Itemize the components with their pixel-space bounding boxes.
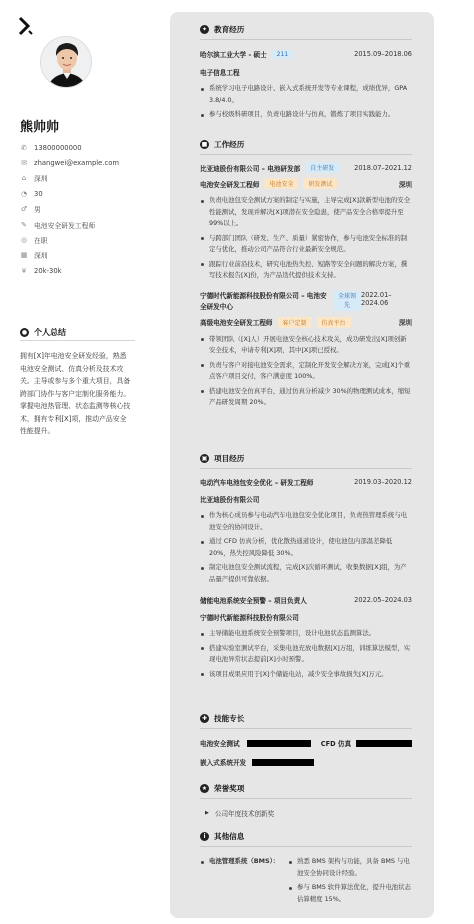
info-hometown <box>20 171 150 186</box>
list-item: 作为核心成员参与电动汽车电池包安全优化项目，负责热管理系统与电池安全的协同设计。 <box>200 510 412 533</box>
other-title: 其他信息 <box>214 831 245 841</box>
job-role: 高级电池安全研发工程师 <box>200 319 273 327</box>
award-text: 公司年度技术创新奖 <box>214 810 275 818</box>
awards-divider <box>200 798 412 799</box>
list-item: 制定电池包安全测试流程，完成[X]次循环测试，收集数据[X]组，为产品量产提供可靠依据。 <box>200 562 412 585</box>
info-status <box>20 232 150 247</box>
other-bullets <box>288 856 412 905</box>
play-arrow-icon: ▶ <box>205 810 209 816</box>
project-bullets-1 <box>200 510 412 585</box>
logo-mark-icon <box>18 16 34 36</box>
project-date: 2019.03–2020.12 <box>354 478 412 486</box>
education-title: 教育经历 <box>214 24 245 34</box>
info-email <box>20 155 150 170</box>
work-section <box>200 138 412 409</box>
location-icon: ▦ <box>20 251 28 260</box>
major-name: 电子信息工程 <box>200 69 240 77</box>
other-label-list <box>200 856 288 905</box>
info-icon: i <box>200 832 209 841</box>
project-row-2 <box>200 595 412 605</box>
list-item: 跟踪行业前沿技术，研究电池热失控、短路等安全问题的解决方案，撰写技术报告[X]份，为产品迭代提供技术支持。 <box>200 259 412 282</box>
job-icon: ✎ <box>21 220 27 229</box>
school-badge: 211 <box>272 50 293 59</box>
education-divider <box>200 39 412 40</box>
skills-heading <box>200 712 412 724</box>
project-bullets-2 <box>200 628 412 680</box>
wrench-icon: ✚ <box>201 714 208 722</box>
education-heading <box>200 23 412 35</box>
other-section <box>200 830 412 905</box>
education-row <box>200 49 412 59</box>
list-item: 带领团队（[X]人）开展电池安全核心技术攻关，成功研发出[X]项创新安全技术，申请专利[X]项，其中[X]项已授权。 <box>200 334 412 357</box>
list-item: 搭建电池安全仿真平台，通过仿真分析减少 30%的物理测试成本，缩短产品研发周期 20%。 <box>200 386 412 409</box>
education-bullets <box>200 83 412 121</box>
summary-title: 个人总结 <box>34 328 66 337</box>
school-name: 哈尔滨工业大学 - 硕士 <box>200 51 267 59</box>
other-heading <box>200 830 412 842</box>
skills-divider <box>200 728 412 729</box>
job-text: 电池安全研发工程师 <box>34 221 96 230</box>
list-item: 负责电池包安全测试方案的制定与实施，主导完成[X]款新型电池的安全性能测试，发现并解决[X]项潜在安全隐患，使产品安全合格率提升至99%以上。 <box>200 195 412 230</box>
project-org: 宁德时代新能源科技股份有限公司 <box>200 614 299 622</box>
person-icon: ● <box>21 329 28 336</box>
awards-title: 荣誉奖项 <box>214 783 245 793</box>
info-job <box>20 217 150 232</box>
job-role-row-1 <box>200 178 412 189</box>
skill-level-redacted <box>247 740 311 747</box>
info-age <box>20 186 150 201</box>
award-item <box>200 808 412 818</box>
info-gender <box>20 202 150 217</box>
gender-icon: ♂ <box>20 205 28 214</box>
list-item: 主导储能电池系统安全预警项目，设计电池状态监测算法。 <box>200 628 412 640</box>
status-icon: ◎ <box>20 236 28 245</box>
awards-section <box>200 782 412 818</box>
job-city: 深圳 <box>398 180 412 189</box>
age-text: 30 <box>34 189 43 198</box>
projects-section <box>200 452 412 680</box>
projects-divider <box>200 468 412 469</box>
list-item: 搭建实验室测试平台，采集电池充放电数据[X]万组，训练算法模型，实现电池异常状态提前[X]小时预警。 <box>200 643 412 666</box>
list-item: 参与校级科研项目，负责电路设计与仿真，锻炼了项目实践能力。 <box>200 109 412 121</box>
sidebar <box>0 0 165 924</box>
medal-icon: ★ <box>201 784 208 792</box>
summary-divider <box>20 340 135 341</box>
location-text: 深圳 <box>34 252 48 261</box>
other-divider <box>200 846 412 847</box>
briefcase-icon: ■ <box>201 140 208 148</box>
list-item: 负责与客户对接电池安全需求，定制化开发安全解决方案，完成[X]个重点客户项目交付，客户满意度 100%。 <box>200 360 412 383</box>
job-tag: 电池安全 <box>264 178 298 189</box>
project-name: 储能电池系统安全预警 – 项目负责人 <box>200 597 307 605</box>
job-bullets-2 <box>200 334 412 409</box>
hometown-text: 深圳 <box>34 175 48 184</box>
skill-level-redacted <box>252 759 314 766</box>
graduation-cap-icon: ✦ <box>201 25 208 33</box>
projects-title: 项目经历 <box>214 453 245 463</box>
phone-icon: ✆ <box>21 143 27 152</box>
skill-name: CFD 仿真 <box>320 740 352 748</box>
avatar-portrait-icon <box>41 37 92 88</box>
skills-row-1 <box>200 738 412 748</box>
list-item: 参与 BMS 软件算法优化，提升电池状态估算精度 15%。 <box>288 882 412 905</box>
education-section <box>200 23 412 121</box>
other-label: 电池管理系统（BMS）： <box>200 856 288 868</box>
skills-title: 技能专长 <box>214 713 245 723</box>
awards-heading <box>200 782 412 794</box>
list-item: 系统学习电子电路设计、嵌入式系统开发等专业课程，成绩优异，GPA 3.8/4.0。 <box>200 83 412 106</box>
candidate-name: 熊帅帅 <box>20 120 60 135</box>
status-text: 在职 <box>34 237 48 246</box>
skills-row-2 <box>200 757 412 767</box>
work-heading <box>200 138 412 150</box>
gender-text: 男 <box>34 206 41 215</box>
project-org: 比亚迪股份有限公司 <box>200 496 260 504</box>
list-item: 与跨部门团队（研发、生产、质量）紧密协作，参与电池安全标准的制定与优化，推动公司产品符合行业最新安全规范。 <box>200 233 412 256</box>
email-icon: ✉ <box>21 159 27 168</box>
job-role-row-2 <box>200 317 412 328</box>
summary-text: 拥有[X]年电池安全研发经验，熟悉电池安全测试、仿真分析及技术攻关。主导或参与多个重大项目，具备跨部门协作与客户定制化服务能力。掌握电池热管理、状态监测等核心技术，拥有专利[X]项，推动产品安全性能提升。 <box>20 352 131 435</box>
other-content <box>200 856 412 905</box>
skill-level-redacted <box>356 740 412 747</box>
list-item: 该项目成果应用于[X]个储能电站，减少安全事故损失[X]万元。 <box>200 669 412 681</box>
age-icon: ◔ <box>20 189 28 198</box>
company-badge: 自主研发 <box>305 162 339 173</box>
skills-section <box>200 712 412 767</box>
salary-text: 20k-30k <box>34 266 62 275</box>
company-name: 比亚迪股份有限公司 – 电池研发部 <box>200 164 301 173</box>
salary-icon: ¥ <box>21 266 27 275</box>
company-name: 宁德时代新能源科技股份有限公司 – 电池安全研发中心 <box>200 291 327 311</box>
job-tag: 研发测试 <box>303 178 337 189</box>
email-text: zhangwei@example.com <box>34 159 120 168</box>
projects-heading <box>200 452 412 464</box>
company-badge: 全球领先 <box>333 291 361 311</box>
list-item: 熟悉 BMS 架构与功能，具备 BMS 与电池安全协同设计经验。 <box>288 856 412 879</box>
education-date: 2015.09–2018.06 <box>354 50 412 58</box>
home-icon: ⌂ <box>21 174 27 183</box>
contact-info-list <box>20 140 150 279</box>
info-location <box>20 248 150 263</box>
skill-name: 嵌入式系统开发 <box>200 759 247 767</box>
skill-name: 电池安全测试 <box>200 740 240 748</box>
job-city: 深圳 <box>398 319 412 327</box>
info-phone <box>20 140 150 155</box>
job-row-1 <box>200 162 412 173</box>
project-row-1 <box>200 477 412 487</box>
project-name: 电动汽车电池包安全优化 – 研发工程师 <box>200 479 314 487</box>
job-date: 2022.01–2024.06 <box>361 290 392 307</box>
summary-heading <box>20 327 66 338</box>
job-tag: 仿真平台 <box>317 317 351 328</box>
job-bullets-1 <box>200 195 412 282</box>
project-date: 2022.05–2024.03 <box>354 596 412 604</box>
work-title: 工作经历 <box>214 139 245 149</box>
info-salary <box>20 263 150 278</box>
phone-text: 13800000000 <box>34 143 82 152</box>
project-icon: ▣ <box>201 454 208 462</box>
resume-main-panel <box>170 12 434 918</box>
avatar <box>40 36 92 88</box>
job-tag: 客户定制 <box>278 317 312 328</box>
job-row-2 <box>200 291 412 313</box>
job-date: 2018.07–2021.12 <box>354 163 412 172</box>
job-role: 电池安全研发工程师 <box>200 180 260 189</box>
work-divider <box>200 154 412 155</box>
list-item: 通过 CFD 仿真分析，优化散热通道设计，使电池包内部温差降低20%，热失控风险降低 30%。 <box>200 536 412 559</box>
